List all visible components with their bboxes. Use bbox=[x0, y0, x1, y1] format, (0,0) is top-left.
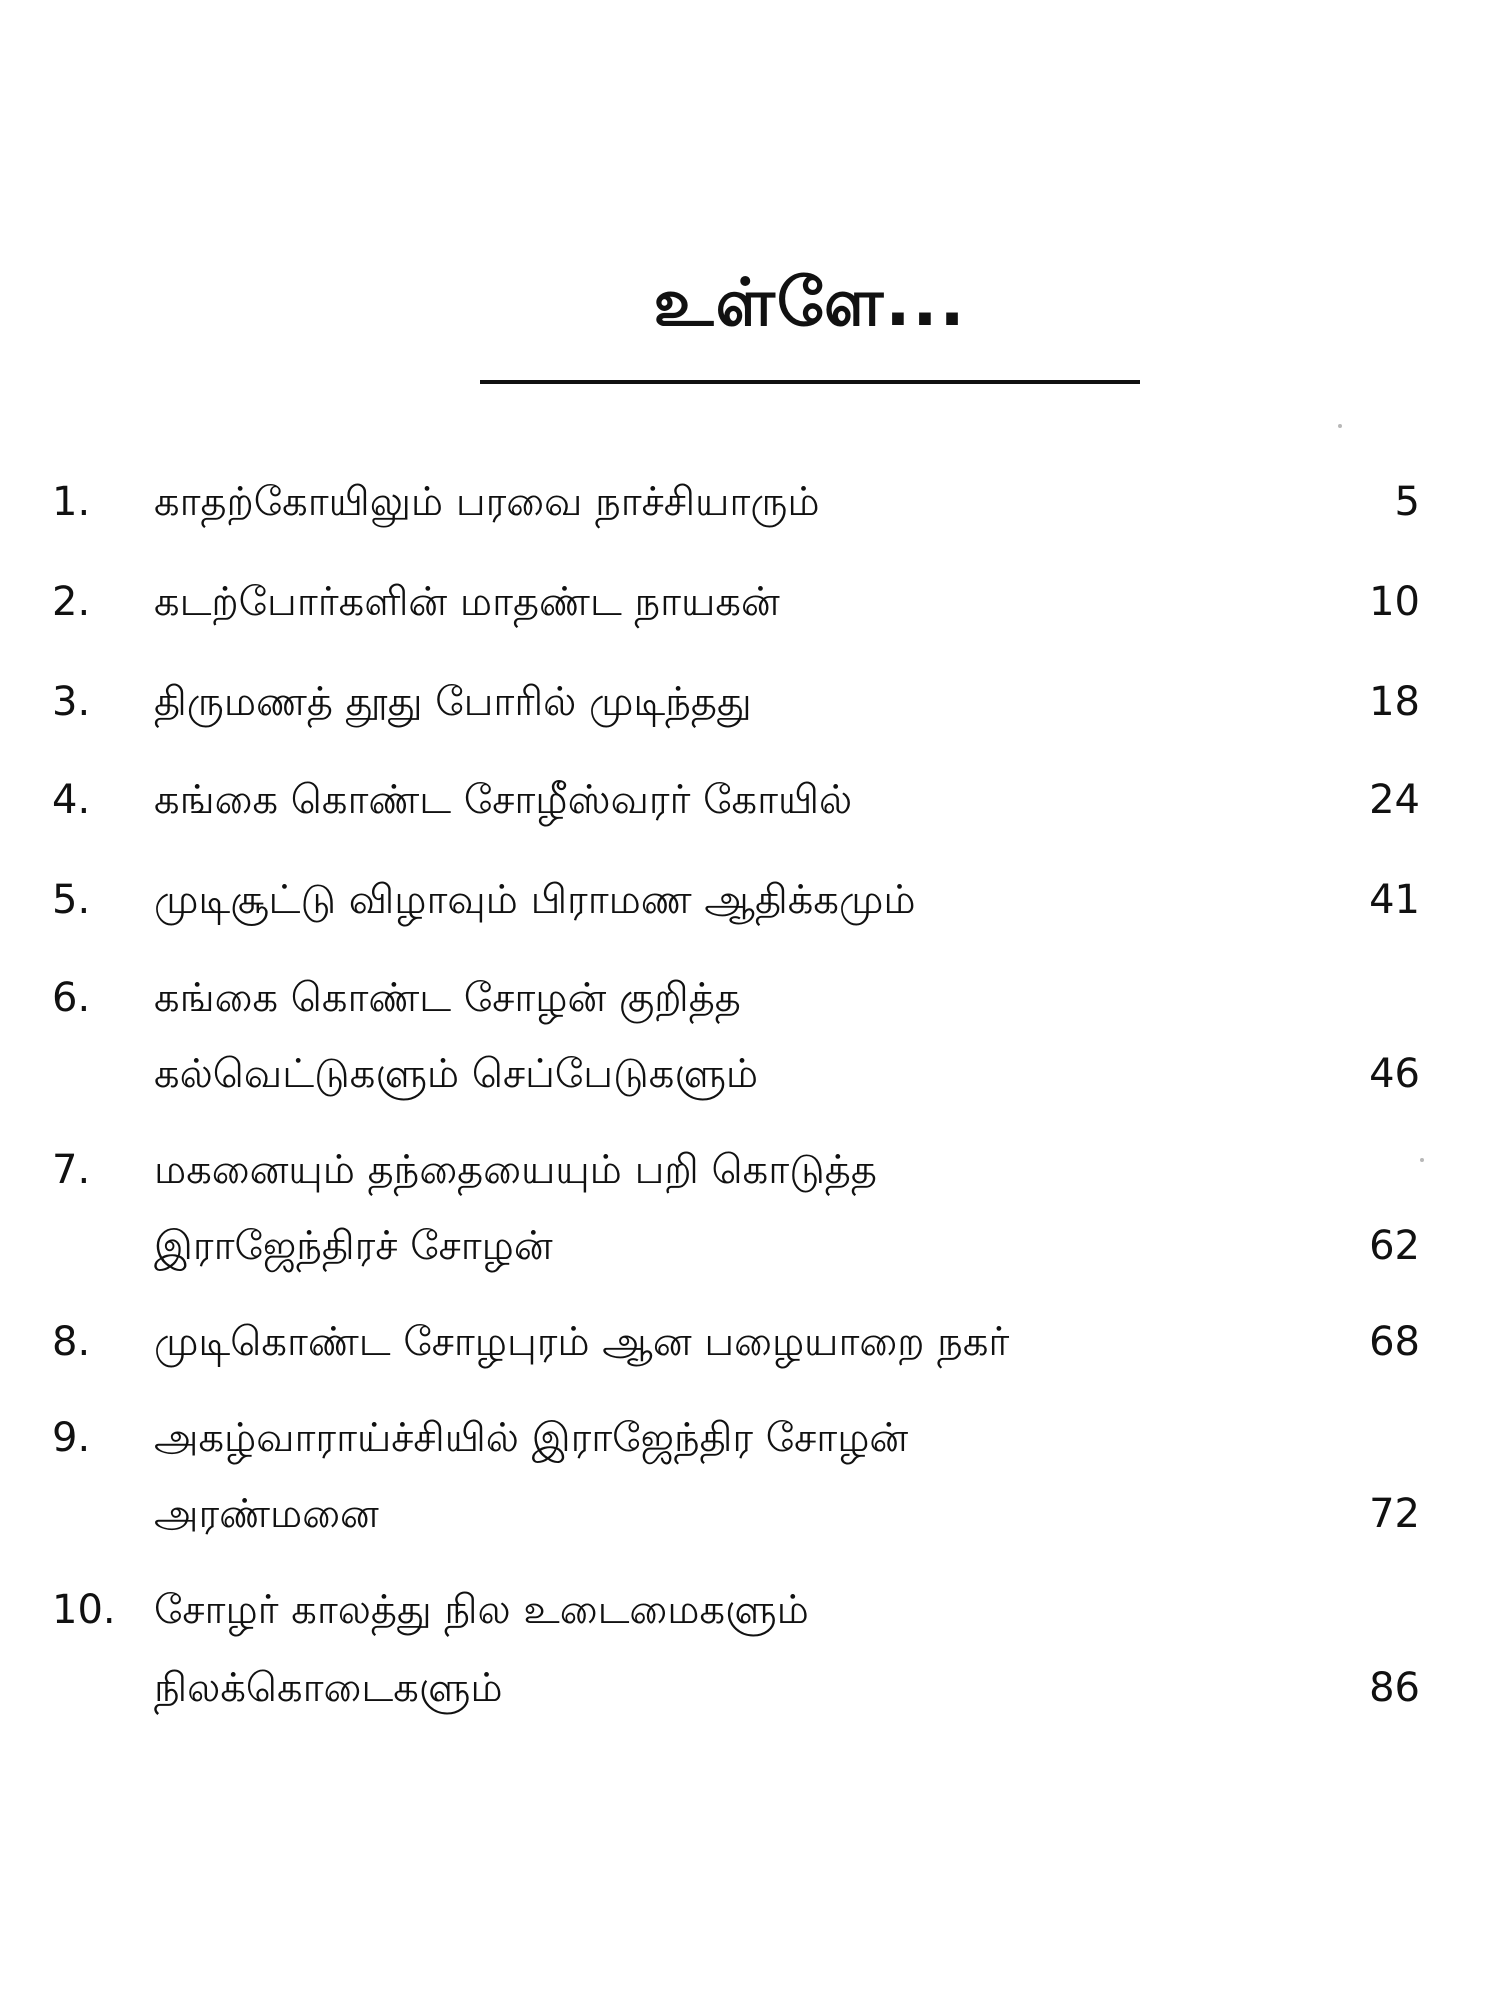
toc-entry-page: 68 bbox=[1369, 1319, 1420, 1365]
page-title: உள்ளே... bbox=[653, 264, 967, 341]
scan-speck bbox=[1338, 424, 1342, 428]
toc-entry-title-line: திருமணத் தூது போரில் முடிந்தது bbox=[154, 679, 752, 725]
toc-entry-title-line: கல்வெட்டுகளும் செப்பேடுகளும் bbox=[154, 1051, 759, 1097]
toc-entry-number: 8. bbox=[52, 1319, 91, 1365]
toc-entry-number: 1. bbox=[52, 479, 91, 525]
toc-entry-number: 6. bbox=[52, 975, 91, 1021]
toc-entry-title-line: கங்கை கொண்ட சோழீஸ்வரர் கோயில் bbox=[154, 777, 853, 823]
toc-entry-title-line: கடற்போர்களின் மாதண்ட நாயகன் bbox=[154, 579, 780, 625]
toc-entry-number: 4. bbox=[52, 777, 91, 823]
toc-entry-title-line: அகழ்வாராய்ச்சியில் இராஜேந்திர சோழன் bbox=[154, 1415, 909, 1461]
toc-entry-number: 7. bbox=[52, 1147, 91, 1193]
toc-entry-page: 24 bbox=[1369, 777, 1420, 823]
toc-entry-title-line: நிலக்கொடைகளும் bbox=[154, 1665, 503, 1711]
toc-entry-page: 41 bbox=[1369, 877, 1420, 923]
toc-entry-title-line: காதற்கோயிலும் பரவை நாச்சியாரும் bbox=[154, 479, 820, 525]
toc-entry-number: 10. bbox=[52, 1587, 116, 1633]
toc-entry-number: 2. bbox=[52, 579, 91, 625]
scan-speck bbox=[1420, 1158, 1424, 1162]
toc-entry-number: 5. bbox=[52, 877, 91, 923]
toc-entry-title-line: முடிகொண்ட சோழபுரம் ஆன பழையாறை நகர் bbox=[154, 1319, 1010, 1365]
toc-entry-title-line: இராஜேந்திரச் சோழன் bbox=[154, 1223, 553, 1269]
toc-entry-page: 10 bbox=[1369, 579, 1420, 625]
toc-entry-page: 62 bbox=[1369, 1223, 1420, 1269]
toc-entry-page: 5 bbox=[1394, 479, 1420, 525]
toc-entry-title-line: அரண்மனை bbox=[154, 1491, 379, 1537]
toc-entry-page: 46 bbox=[1369, 1051, 1420, 1097]
toc-entry-page: 72 bbox=[1369, 1491, 1420, 1537]
toc-entry-title-line: முடிசூட்டு விழாவும் பிராமண ஆதிக்கமும் bbox=[154, 877, 916, 923]
toc-entry-page: 18 bbox=[1369, 679, 1420, 725]
toc-entry-title-line: கங்கை கொண்ட சோழன் குறித்த bbox=[154, 975, 741, 1021]
toc-entry-number: 9. bbox=[52, 1415, 91, 1461]
toc-entry-page: 86 bbox=[1369, 1665, 1420, 1711]
toc-entry-number: 3. bbox=[52, 679, 91, 725]
toc-entry-title-line: சோழர் காலத்து நில உடைமைகளும் bbox=[154, 1587, 809, 1633]
toc-entry-title-line: மகனையும் தந்தையையும் பறி கொடுத்த bbox=[154, 1147, 877, 1193]
